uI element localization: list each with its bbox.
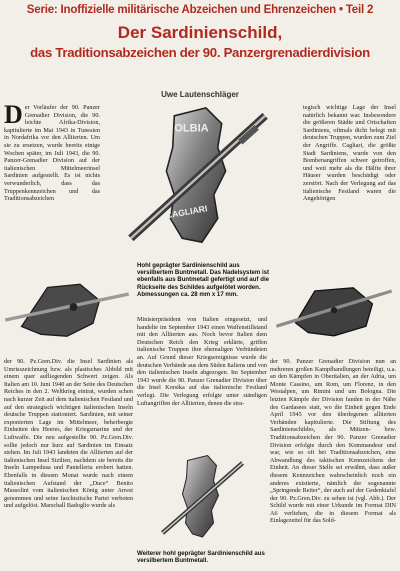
text-column-right-bottom (270, 358, 396, 568)
badge-photo-back-left (2, 262, 132, 352)
series-title: Serie: Inoffizielle militärische Abzeichen und Ehrenzeichen • Teil 2 (26, 4, 374, 16)
article-title: Der Sardinienschild, (117, 23, 283, 42)
caption-dimensions: Abmessungen ca. 28 mm x 17 mm. (137, 290, 238, 298)
paragraph-mid-bottom: Ministerpräsident von Italien eingesetzt, und handelte im September 1943 einen Waffenstillstand mit den Alliierten aus. Noch bevor Italien dem Deutschen Reich den Krieg erklärte, griffen italienische Truppen ihre ehemaligen Verbündeten an. Auf Grund dieser Kriegsereignisse wurde die deutschen Verbände aus dem Süden Italiens und von den italienischen Inseln abgezogen. Im September 1943 wurde die 90. Panzer Grenadier Division über die Insel Korsika auf das italienische Festland verlegt. Die Verlegung erfolgte unter ständigen Luftangriffen der Alliierten, denen die stra- (137, 316, 267, 407)
paragraph-left-bottom: der 90. Pz.Gren.Div. die Insel Sardinien als Umrisszeichnung bzw. als plastisches Abbild mit einem quer aufliegenden Schwert zeigen. Als Italien am 10. Juni 1940 an der Seite des Deutschen Reiches in den 2. Weltkrieg eintrat, wurden schon nach kurzer Zeit auf dem italienischen Festland und auf den strategisch wichtigen italienischen Inseln deutsche Truppen stationiert. Sardinien, mit seiner exponierten Lage im Mittelmeer, beherbergte Einheiten des Heeres, der Kriegsmarine und der Luftwaffe. Die neu aufgestellte 90. Pz.Gren.Div. sollte jedoch nur kurz auf Sardinien im Einsatz stehen. Im Juli 1943 landeten die Alliierten auf der italienischen Insel Sizilien, nachdem sie bereits die Inseln Lampedusa und Pantelleria erobert hatten. Ebenfalls in diesem Monat wurde nach einem italienischen Aufstand der „Duce“ Benito Mussolini vom italienischen König unter Arrest genommen und seine faschistische Partei verboten und aufgelöst. Marschall Badoglio wurde als (4, 358, 133, 510)
text-column-mid-bottom (137, 316, 267, 448)
caption-text-1: Hohl geprägter Sardinienschild aus versilbertem Buntmetall. Das Nadelsystem ist ebenfalls aus Buntmetall gefertigt und auf die Rückseite des Schildes aufgelötet worden. (137, 262, 270, 291)
badge-text-cagliari: CAGLIARI (165, 203, 209, 221)
article-subtitle: das Traditionsabzeichen der 90. Panzergrenadierdivision (30, 45, 370, 60)
text-column-left-bottom (4, 358, 133, 568)
badge-photo-back-right (270, 262, 398, 352)
caption-badge-2 (137, 550, 270, 564)
badge-photo-second (140, 448, 265, 548)
caption-text-2: Weiterer hohl geprägter Sardinienschild aus versilbertem Buntmetall. (137, 550, 265, 565)
caption-badge-1 (137, 262, 270, 298)
badge-photo-front (96, 100, 300, 258)
paragraph-right-top: tegisch wichtige Lage der Insel natürlich bekannt war. Insbesondere die größeren Städte und Ortschaften Sardiniens, oftmals dicht belegt mit deutschen Truppen, wurden zum Ziel der Angriffe. Cagliari, die größte Stadt Sardiniens, wurde von den Bombenangriffen schwer getroffen, und weit mehr als die Hälfte ihrer Häuser wurden beschädigt oder zerstört. Nach der Verlegung auf das italienische Festland waren die Angehörigen (303, 104, 396, 203)
drop-cap: D (4, 104, 23, 129)
paragraph-intro: er Vorläufer der 90. Panzer Grenadier Division, die 90. leichte Afrika-Division, kapitulierte im Mai 1943 in Tunesien in Nordafrika vor den Alliierten. Um sie zu ersetzen, wurde bereits einige Wochen später, im Juli 1943, die 90. Panzer-Grenadier Division auf der italienischen Mittelmeerinsel Sardinien aufgestellt. Es ist nichts verwunderlich, dass das Truppenkennzeichen und das Traditionsabzeichen (4, 104, 100, 203)
paragraph-right-bottom: der 90. Panzer Grenadier Division nun an mehreren großen Kampfhandlungen beteiligt, u.a. an den Kämpfen in Oberitalien, an der Adria, um Monte Cassino, um Rom, um Florenz, in den Westalpen, um Rimini und um Bologna. Die letzten Kämpfe der Division fanden in der Nähe des Gardasees statt, wo die Einheit gegen Ende April 1945 vor den überlegenen alliierten Verbänden kapitulierte. Die Stiftung des Sardinienschildes, als Mützen- bzw. Traditionsabzeichen der 90. Panzer Grenadier Division erfolgte durch den Kommandeur und war, wie so oft bei Traditionsabzeichen, eine Abwandlung des taktischen Kennzeichens der Einheit. An dieser Stelle sei erwähnt, dass außer diesem Kennzeichen wahrscheinlich noch ein anderes existierte, nämlich der sogenannte „Springende Reiter“, der auch auf der Gedenktafel der 90. Pz.Gren.Div. zu sehen ist (vgl. Abb.). Der Schild wurde mit einer Urkunde im Format DIN A6 verliehen, die in diesem Format als Einlagezettel für das Sold- (270, 358, 396, 525)
author-name: Uwe Lautenschläger (161, 90, 239, 99)
badge-text-olbia: OLBIA (174, 122, 209, 135)
